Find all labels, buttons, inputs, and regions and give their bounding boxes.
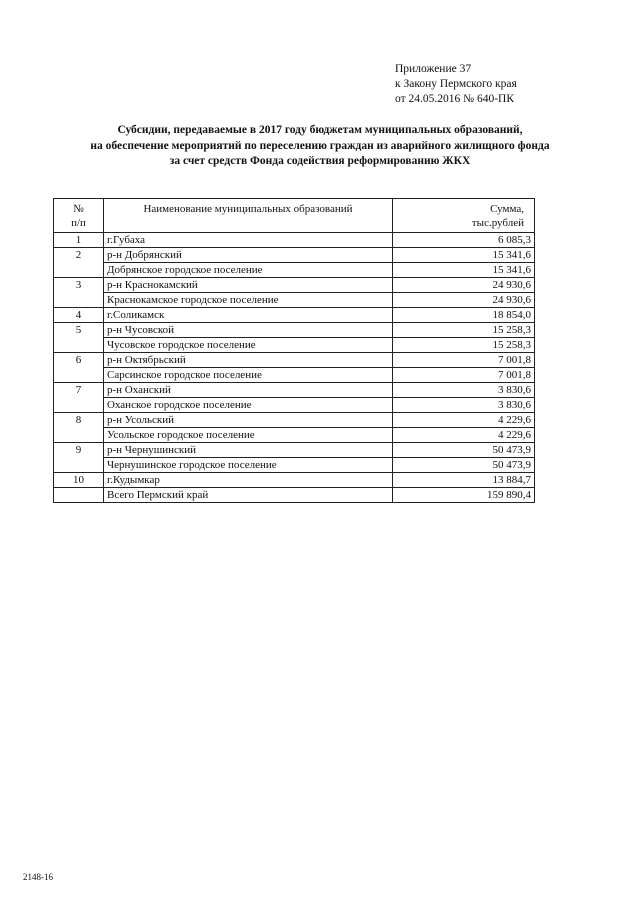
table-row — [54, 308, 535, 323]
row-sum: 7 001,8 — [393, 353, 535, 368]
row-num: 9 — [54, 443, 104, 458]
row-sum: 4 229,6 — [393, 428, 535, 443]
document-code: 2148-16 — [23, 872, 53, 882]
row-num — [54, 263, 104, 278]
table-row — [54, 413, 535, 428]
row-num — [54, 293, 104, 308]
row-num: 10 — [54, 473, 104, 488]
row-num: 1 — [54, 233, 104, 248]
table-row — [54, 458, 535, 473]
row-name: Краснокамское городское поселение — [104, 293, 393, 308]
row-name: Усольское городское поселение — [104, 428, 393, 443]
row-sum: 15 341,6 — [393, 248, 535, 263]
table-header-row — [54, 199, 535, 233]
table-row — [54, 383, 535, 398]
header-sum — [393, 199, 535, 233]
row-name: р-н Октябрьский — [104, 353, 393, 368]
row-name: р-н Оханский — [104, 383, 393, 398]
table-row — [54, 353, 535, 368]
table-row — [54, 263, 535, 278]
row-num — [54, 458, 104, 473]
title-line-1: Субсидии, передаваемые в 2017 году бюджетам муниципальных образований, — [117, 124, 523, 136]
row-sum: 7 001,8 — [393, 368, 535, 383]
row-sum: 3 830,6 — [393, 398, 535, 413]
row-num: 3 — [54, 278, 104, 293]
document-title — [40, 123, 600, 170]
row-sum: 50 473,9 — [393, 458, 535, 473]
row-num: 8 — [54, 413, 104, 428]
row-num: 7 — [54, 383, 104, 398]
table-row — [54, 443, 535, 458]
row-name: р-н Чернушинский — [104, 443, 393, 458]
annex-law: к Закону Пермского края — [395, 78, 517, 90]
row-num — [54, 338, 104, 353]
table-row — [54, 338, 535, 353]
header-num-abbr: п/п — [71, 217, 86, 229]
table-row — [54, 368, 535, 383]
total-num — [54, 488, 104, 503]
row-sum: 15 258,3 — [393, 338, 535, 353]
title-line-2: на обеспечение мероприятий по переселению граждан из аварийного жилищного фонда — [90, 139, 550, 152]
row-sum: 15 341,6 — [393, 263, 535, 278]
row-num: 4 — [54, 308, 104, 323]
row-name: Чусовское городское поселение — [104, 338, 393, 353]
row-name: г.Губаха — [104, 233, 393, 248]
row-sum: 24 930,6 — [393, 278, 535, 293]
row-name: г.Соликамск — [104, 308, 393, 323]
row-name: р-н Добрянский — [104, 248, 393, 263]
header-sum-label: Сумма, — [490, 203, 524, 215]
table-row — [54, 293, 535, 308]
row-num: 2 — [54, 248, 104, 263]
row-name: Чернушинское городское поселение — [104, 458, 393, 473]
row-sum: 24 930,6 — [393, 293, 535, 308]
row-sum: 50 473,9 — [393, 443, 535, 458]
table-row — [54, 398, 535, 413]
annex-date: от 24.05.2016 № 640-ПК — [395, 93, 515, 105]
annex-number: Приложение 37 — [395, 63, 472, 75]
header-num-symbol: № — [73, 203, 84, 215]
row-num — [54, 428, 104, 443]
row-sum: 15 258,3 — [393, 323, 535, 338]
table-row — [54, 278, 535, 293]
row-name: Добрянское городское поселение — [104, 263, 393, 278]
header-sum-unit: тыс.рублей — [471, 217, 524, 229]
row-num — [54, 398, 104, 413]
total-sum: 159 890,4 — [393, 488, 535, 503]
row-name: р-н Усольский — [104, 413, 393, 428]
row-name: Сарсинское городское поселение — [104, 368, 393, 383]
row-sum: 6 085,3 — [393, 233, 535, 248]
row-num — [54, 368, 104, 383]
row-name: Оханское городское поселение — [104, 398, 393, 413]
table-row — [54, 248, 535, 263]
row-num: 6 — [54, 353, 104, 368]
row-name: р-н Краснокамский — [104, 278, 393, 293]
table-row — [54, 473, 535, 488]
row-name: г.Кудымкар — [104, 473, 393, 488]
annex-block — [395, 62, 517, 107]
row-sum: 3 830,6 — [393, 383, 535, 398]
row-sum: 13 884,7 — [393, 473, 535, 488]
subsidy-table — [53, 198, 535, 503]
row-name: р-н Чусовской — [104, 323, 393, 338]
table-row — [54, 428, 535, 443]
title-line-3: за счет средств Фонда содействия реформированию ЖКХ — [169, 155, 471, 167]
table-row — [54, 233, 535, 248]
row-num: 5 — [54, 323, 104, 338]
row-sum: 4 229,6 — [393, 413, 535, 428]
table-total-row — [54, 488, 535, 503]
total-name: Всего Пермский край — [104, 488, 393, 503]
table-row — [54, 323, 535, 338]
header-num — [54, 199, 104, 233]
row-sum: 18 854,0 — [393, 308, 535, 323]
header-name: Наименование муниципальных образований — [104, 199, 393, 233]
